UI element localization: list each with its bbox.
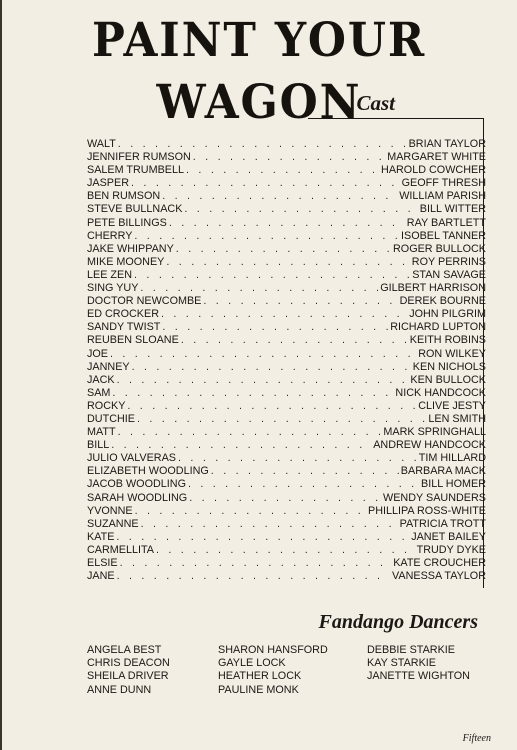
cast-actor: DEREK BOURNE [399, 295, 486, 308]
cast-role: JACOB WOODLING [87, 478, 186, 491]
cast-heading-rule [308, 118, 484, 119]
show-title: PAINT YOUR WAGON [91, 13, 427, 130]
cast-row [87, 413, 486, 426]
dot-leader [184, 203, 417, 216]
dot-leader [162, 321, 388, 334]
cast-actor: KATE CROUCHER [393, 557, 486, 569]
cast-role: SAM [87, 386, 111, 399]
cast-role: JANNEY [87, 360, 130, 373]
cast-actor: CLIVE JESTY [418, 399, 486, 412]
cast-row [87, 400, 486, 413]
dot-leader [166, 256, 409, 269]
cast-role: JOE [87, 347, 108, 360]
cast-role: DOCTOR NEWCOMBE [87, 295, 202, 308]
dot-leader [189, 492, 381, 505]
cast-role: JAKE WHIPPANY [87, 242, 174, 255]
dot-leader [131, 177, 400, 190]
cast-row [87, 557, 486, 570]
cast-role: BEN RUMSON [87, 190, 161, 203]
dot-leader [110, 348, 416, 361]
cast-row [87, 570, 486, 583]
dot-leader [118, 138, 407, 151]
dot-leader [132, 361, 411, 374]
cast-row [87, 164, 486, 177]
dancers-column-3 [367, 644, 470, 684]
dot-leader [162, 190, 397, 203]
dot-leader [117, 374, 409, 387]
dot-leader [203, 295, 397, 308]
cast-role: SING YUY [87, 282, 139, 295]
cast-row [87, 348, 486, 361]
cast-role: JENNIFER RUMSON [87, 151, 191, 164]
cast-actor: MARGARET WHITE [387, 151, 486, 164]
cast-actor: KEN BULLOCK [410, 373, 486, 386]
cast-actor: ISOBEL TANNER [401, 229, 486, 242]
dot-leader [135, 505, 366, 518]
cast-row [87, 518, 486, 531]
dot-leader [137, 413, 426, 426]
dot-leader [176, 243, 391, 256]
cast-row [87, 295, 486, 308]
dot-leader [169, 217, 405, 230]
cast-row [87, 505, 486, 518]
dancer-name: PAULINE MONK [218, 683, 299, 696]
cast-row [87, 492, 486, 505]
cast-role: DUTCHIE [87, 412, 135, 425]
cast-actor: NICK HANDCOCK [395, 386, 486, 399]
dot-leader [120, 557, 392, 570]
dot-leader [111, 439, 371, 452]
dancer-name: CHRIS DEACON [87, 657, 170, 670]
dot-leader [188, 478, 419, 491]
dancer-name: HEATHER LOCK [218, 670, 302, 683]
cast-actor: KEN NICHOLS [412, 360, 486, 373]
dancers-column-2 [218, 644, 328, 697]
cast-actor: BRIAN TAYLOR [408, 138, 486, 150]
cast-role: ROCKY [87, 399, 126, 412]
cast-row [87, 361, 486, 374]
cast-row [87, 217, 486, 230]
dot-leader [186, 164, 379, 177]
dot-leader [141, 518, 398, 531]
cast-role: SUZANNE [87, 517, 139, 530]
cast-actor: RICHARD LUPTON [390, 321, 486, 334]
cast-actor: TRUDY DYKE [416, 543, 486, 556]
dot-leader [161, 308, 407, 321]
dancer-name: SHEILA DRIVER [87, 670, 169, 683]
cast-actor: JANET BAILEY [411, 530, 486, 543]
dancers-column-1 [87, 644, 170, 697]
cast-row [87, 282, 486, 295]
dot-leader [116, 531, 409, 544]
cast-row [87, 243, 486, 256]
cast-role: JULIO VALVERAS [87, 452, 177, 465]
cast-row [87, 203, 486, 216]
dancer-name: JANETTE WIGHTON [367, 670, 470, 683]
cast-role: JACK [87, 373, 115, 386]
cast-row [87, 190, 486, 203]
cast-role: JASPER [87, 177, 130, 190]
cast-role: SARAH WOODLING [87, 491, 188, 504]
cast-role: MATT [87, 426, 116, 439]
cast-role: KATE [87, 530, 115, 543]
cast-actor: KEITH ROBINS [409, 334, 486, 347]
cast-role: STEVE BULLNACK [87, 203, 183, 216]
dancer-name: KAY STARKIE [367, 657, 437, 670]
dot-leader [134, 269, 410, 282]
cast-actor: GEOFF THRESH [401, 177, 486, 190]
cast-role: MIKE MOONEY [87, 255, 165, 268]
cast-actor: BILL WITTER [419, 203, 486, 216]
cast-actor: WILLIAM PARISH [399, 190, 486, 203]
cast-row [87, 439, 486, 452]
cast-role: JANE [87, 570, 115, 583]
cast-actor: STAN SAVAGE [412, 268, 486, 281]
dancer-name: ANGELA BEST [87, 644, 162, 656]
cast-role: SALEM TRUMBELL [87, 164, 185, 177]
cast-actor: PATRICIA TROTT [399, 517, 486, 530]
cast-actor: VANESSA TAYLOR [391, 570, 486, 583]
cast-actor: PHILLIPA ROSS-WHITE [368, 504, 486, 517]
cast-role: ELSIE [87, 557, 118, 569]
cast-row [87, 177, 486, 190]
cast-actor: GILBERT HARRISON [380, 282, 486, 295]
dot-leader [134, 230, 399, 243]
cast-role: WALT [87, 138, 116, 150]
cast-role: CHERRY [87, 229, 133, 242]
cast-role: BILL [87, 439, 110, 452]
cast-actor: RON WILKEY [418, 347, 486, 360]
dot-leader [178, 452, 417, 465]
cast-actor: BILL HOMER [421, 478, 486, 491]
cast-row [87, 151, 486, 164]
dot-leader [193, 151, 385, 164]
cast-actor: ANDREW HANDCOCK [373, 439, 486, 452]
cast-actor: WENDY SAUNDERS [383, 491, 486, 504]
cast-row [87, 308, 486, 321]
cast-row [87, 321, 486, 334]
cast-role: REUBEN SLOANE [87, 334, 179, 347]
cast-actor: MARK SPRINGHALL [383, 426, 486, 439]
cast-row [87, 544, 486, 557]
cast-row [87, 387, 486, 400]
dot-leader [127, 400, 416, 413]
dot-leader [156, 544, 415, 557]
dot-leader [112, 387, 393, 400]
dot-leader [140, 282, 378, 295]
dancer-name: SHARON HANSFORD [218, 644, 328, 656]
cast-row [87, 230, 486, 243]
cast-role: PETE BILLINGS [87, 216, 167, 229]
cast-row [87, 465, 486, 478]
dot-leader [118, 426, 382, 439]
page-number: Fifteen [462, 733, 491, 744]
cast-row [87, 269, 486, 282]
cast-actor: TIM HILLARD [418, 452, 486, 465]
cast-row [87, 256, 486, 269]
cast-role: CARMELLITA [87, 543, 154, 556]
cast-actor: ROY PERRINS [411, 255, 486, 268]
cast-actor: BARBARA MACK [400, 465, 486, 478]
cast-row [87, 138, 486, 151]
dot-leader [211, 465, 399, 478]
dot-leader [181, 334, 408, 347]
cast-row [87, 334, 486, 347]
cast-role: LEE ZEN [87, 268, 133, 281]
cast-list [87, 138, 486, 583]
dancer-name: DEBBIE STARKIE [367, 644, 455, 656]
dot-leader [117, 570, 390, 583]
cast-actor: HAROLD COWCHER [381, 164, 486, 177]
cast-heading: Cast [356, 91, 395, 115]
cast-row [87, 374, 486, 387]
dancer-name: GAYLE LOCK [218, 657, 286, 670]
cast-role: SANDY TWIST [87, 321, 161, 334]
cast-row [87, 452, 486, 465]
cast-actor: RAY BARTLETT [406, 216, 486, 229]
dancer-name: ANNE DUNN [87, 683, 152, 696]
cast-row [87, 531, 486, 544]
cast-role: YVONNE [87, 504, 133, 517]
cast-role: ED CROCKER [87, 308, 159, 321]
cast-row [87, 426, 486, 439]
cast-actor: ROGER BULLOCK [393, 242, 486, 255]
cast-actor: JOHN PILGRIM [409, 308, 486, 321]
dancers-heading: Fandango Dancers [318, 611, 478, 633]
cast-role: ELIZABETH WOODLING [87, 465, 209, 478]
cast-row [87, 478, 486, 491]
cast-actor: LEN SMITH [428, 412, 486, 425]
